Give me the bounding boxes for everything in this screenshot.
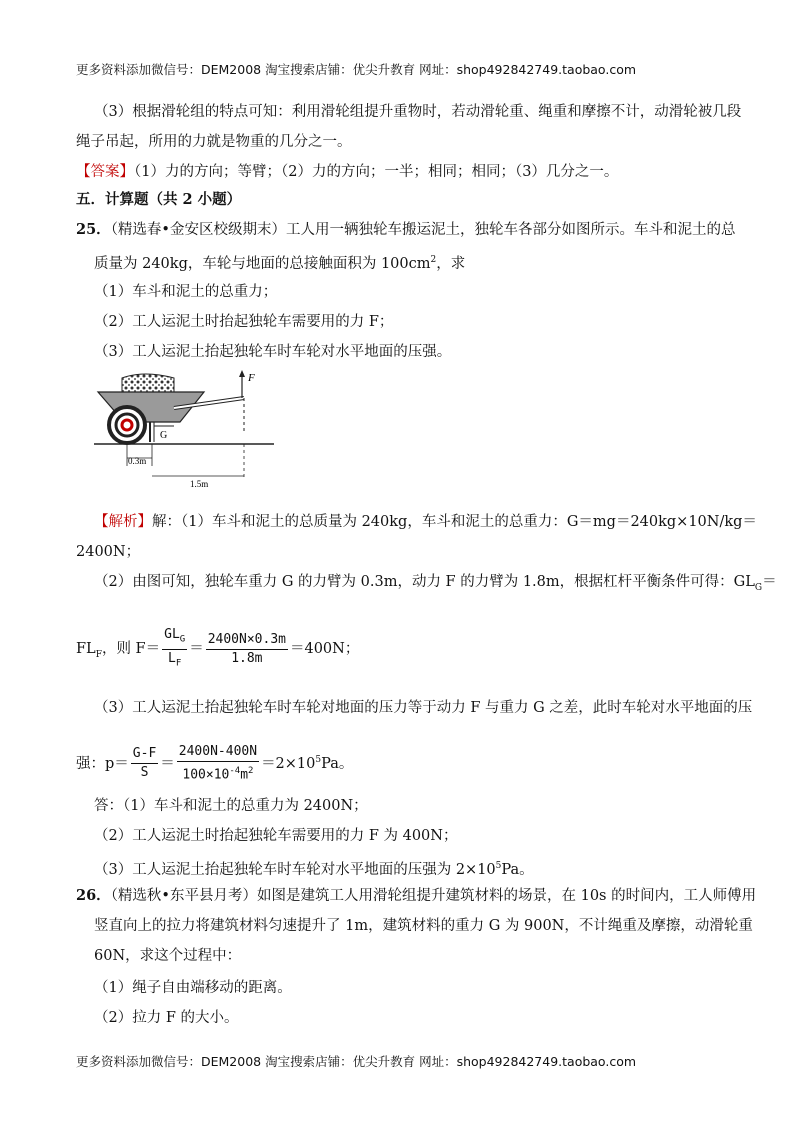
ans3-sup: 5 [495, 861, 502, 871]
frac4-den-end: m [240, 767, 249, 783]
q26-sub2: （2）拉力 F 的大小。 [94, 1010, 239, 1026]
wheelbarrow-diagram [94, 368, 274, 492]
sol-1a: 解：（1）车斗和泥土的总质量为 240kg，车斗和泥土的总重力：G＝mg＝240kg×10N/kg＝ [152, 514, 757, 530]
q25-sol-line3b: 强：p＝ $\frac{G-F}{S}$ ＝ $\frac{2400N-400N}{100\times 10^{-4}m^2}$ $=2\times 10^5Pa$。 [76, 744, 354, 783]
frac1-den: L [168, 650, 176, 666]
q25-stem-2: 质量为 240kg，车轮与地面的总接触面积为 100cm [94, 255, 431, 272]
prev-part3-line1: （3）根据滑轮组的特点可知：利用滑轮组提升重物时，若动滑轮重、绳重和摩擦不计，动滑轮被几段 [94, 104, 742, 120]
q26-line2: 竖直向上的拉力将建筑材料匀速提升了 1m，建筑材料的重力 G 为 900N，不计绳重及摩擦，动滑轮重 [94, 918, 753, 934]
q25-line2 [94, 250, 465, 274]
sol-2b-mid: ，则 F＝ [101, 641, 161, 658]
q25-sup: 2 [430, 255, 437, 265]
sol-2a: （2）由图可知，独轮车重力 G 的力臂为 0.3m，动力 F 的力臂为 1.8m，根据杠杆平衡条件可得：GL [94, 574, 755, 590]
frac3-num: G-F [131, 745, 158, 764]
sol-3b-pre: 强：p＝ [76, 755, 129, 772]
wheelbarrow-figure [94, 368, 274, 492]
q25-sol-line2b: $FL_F$，则 F＝ $\frac{GL_G}{L_F}$ ＝ $\frac{2400N\times 0.3m}{1.8m}$ ＝400N； [76, 626, 359, 675]
answer-tag: 【答案】 [76, 164, 134, 180]
q25-line1 [76, 220, 736, 240]
label-d1: 0.3m [128, 456, 147, 466]
q26-sub1: （1）绳子自由端移动的距离。 [94, 980, 292, 996]
page-footer: 更多资料添加微信号：DEM2008 淘宝搜索店铺：优尖升教育 网址：shop492842749.taobao.com [76, 1054, 637, 1069]
q25-ans1: 答：（1）车斗和泥土的总重力为 2400N； [94, 798, 368, 814]
q25-ans3 [94, 856, 534, 880]
frac2-num: 2400N×0.3m [206, 631, 288, 650]
ans3-text: （3）工人运泥土抬起独轮车时车轮对水平地面的压强为 2×10 [94, 861, 496, 878]
q25-number: 25． [76, 221, 111, 238]
sol-2b-pre: FL [76, 641, 96, 658]
sol-2b-end: ＝400N； [289, 641, 360, 658]
q26-stem-1: （精选秋•东平县月考）如图是建筑工人用滑轮组提升建筑材料的场景，在 10s 的时间内，工人师傅用 [110, 888, 757, 904]
q25-sub1: （1）车斗和泥土的总重力； [94, 284, 278, 300]
sol-3b-unit: Pa。 [321, 755, 354, 772]
soil-pile [122, 374, 174, 392]
q26-line3: 60N，求这个过程中： [94, 948, 242, 964]
prev-answer [76, 162, 618, 182]
section-title: 五．计算题（共 2 小题） [76, 191, 242, 208]
sol-3b-sup: 5 [315, 755, 322, 765]
q25-sub2: （2）工人运泥土时抬起独轮车需要用的力 F； [94, 314, 394, 330]
solution-tag: 【解析】 [94, 514, 152, 530]
frac3-den: S [140, 765, 149, 781]
fraction-3 [131, 745, 158, 782]
page-header: 更多资料添加微信号：DEM2008 淘宝搜索店铺：优尖升教育 网址：shop492842749.taobao.com [76, 62, 637, 77]
q25-sub3: （3）工人运泥土抬起独轮车时车轮对水平地面的压强。 [94, 344, 452, 360]
frac4-den: 100×10 [182, 767, 230, 783]
q25-sol-line1b: 2400N； [76, 544, 141, 560]
answer-text: （1）力的方向；等臂；（2）力的方向；一半；相同；相同；（3）几分之一。 [134, 164, 619, 180]
label-g: G [160, 430, 168, 441]
fraction-2 [206, 631, 288, 668]
q25-sol-line3a: （3）工人运泥土抬起独轮车时车轮对地面的压力等于动力 F 与重力 G 之差，此时车轮对水平地面的压 [94, 700, 753, 716]
q25-sol-line2a [94, 572, 777, 598]
fraction-4 [177, 743, 259, 784]
label-f: F [248, 372, 255, 384]
fraction-1 [162, 626, 187, 672]
frac4-den-sup: -4 [229, 766, 241, 777]
frac1-num-sub: G [179, 634, 186, 645]
q26-line1 [76, 886, 756, 906]
frac1-den-sub: F [175, 658, 182, 669]
sol-2a-sub: G [754, 582, 763, 593]
prev-part3-line2: 绳子吊起，所用的力就是物重的几分之一。 [76, 134, 352, 150]
sol-2b-sub: F [95, 649, 102, 660]
frac4-den-sup2: 2 [248, 766, 254, 777]
label-d2: 1.5m [190, 479, 209, 489]
q25-sol-line1 [94, 512, 757, 532]
q26-number: 26． [76, 887, 111, 904]
q25-stem-2-end: ，求 [436, 255, 466, 272]
frac2-den: 1.8m [231, 650, 263, 666]
frac1-num: GL [164, 627, 180, 642]
frac4-num: 2400N-400N [177, 743, 259, 762]
sol-2a-end: ＝ [762, 574, 777, 590]
force-arrow [239, 370, 245, 377]
sol-3b-end: ＝2×10 [261, 755, 316, 772]
ans3-end: Pa。 [501, 861, 534, 878]
q25-stem-1: （精选春•金安区校级期末）工人用一辆独轮车搬运泥土，独轮车各部分如图所示。车斗和泥土的总 [110, 222, 736, 238]
q25-ans2: （2）工人运泥土时抬起独轮车需要用的力 F 为 400N； [94, 828, 458, 844]
wheel [109, 407, 145, 443]
